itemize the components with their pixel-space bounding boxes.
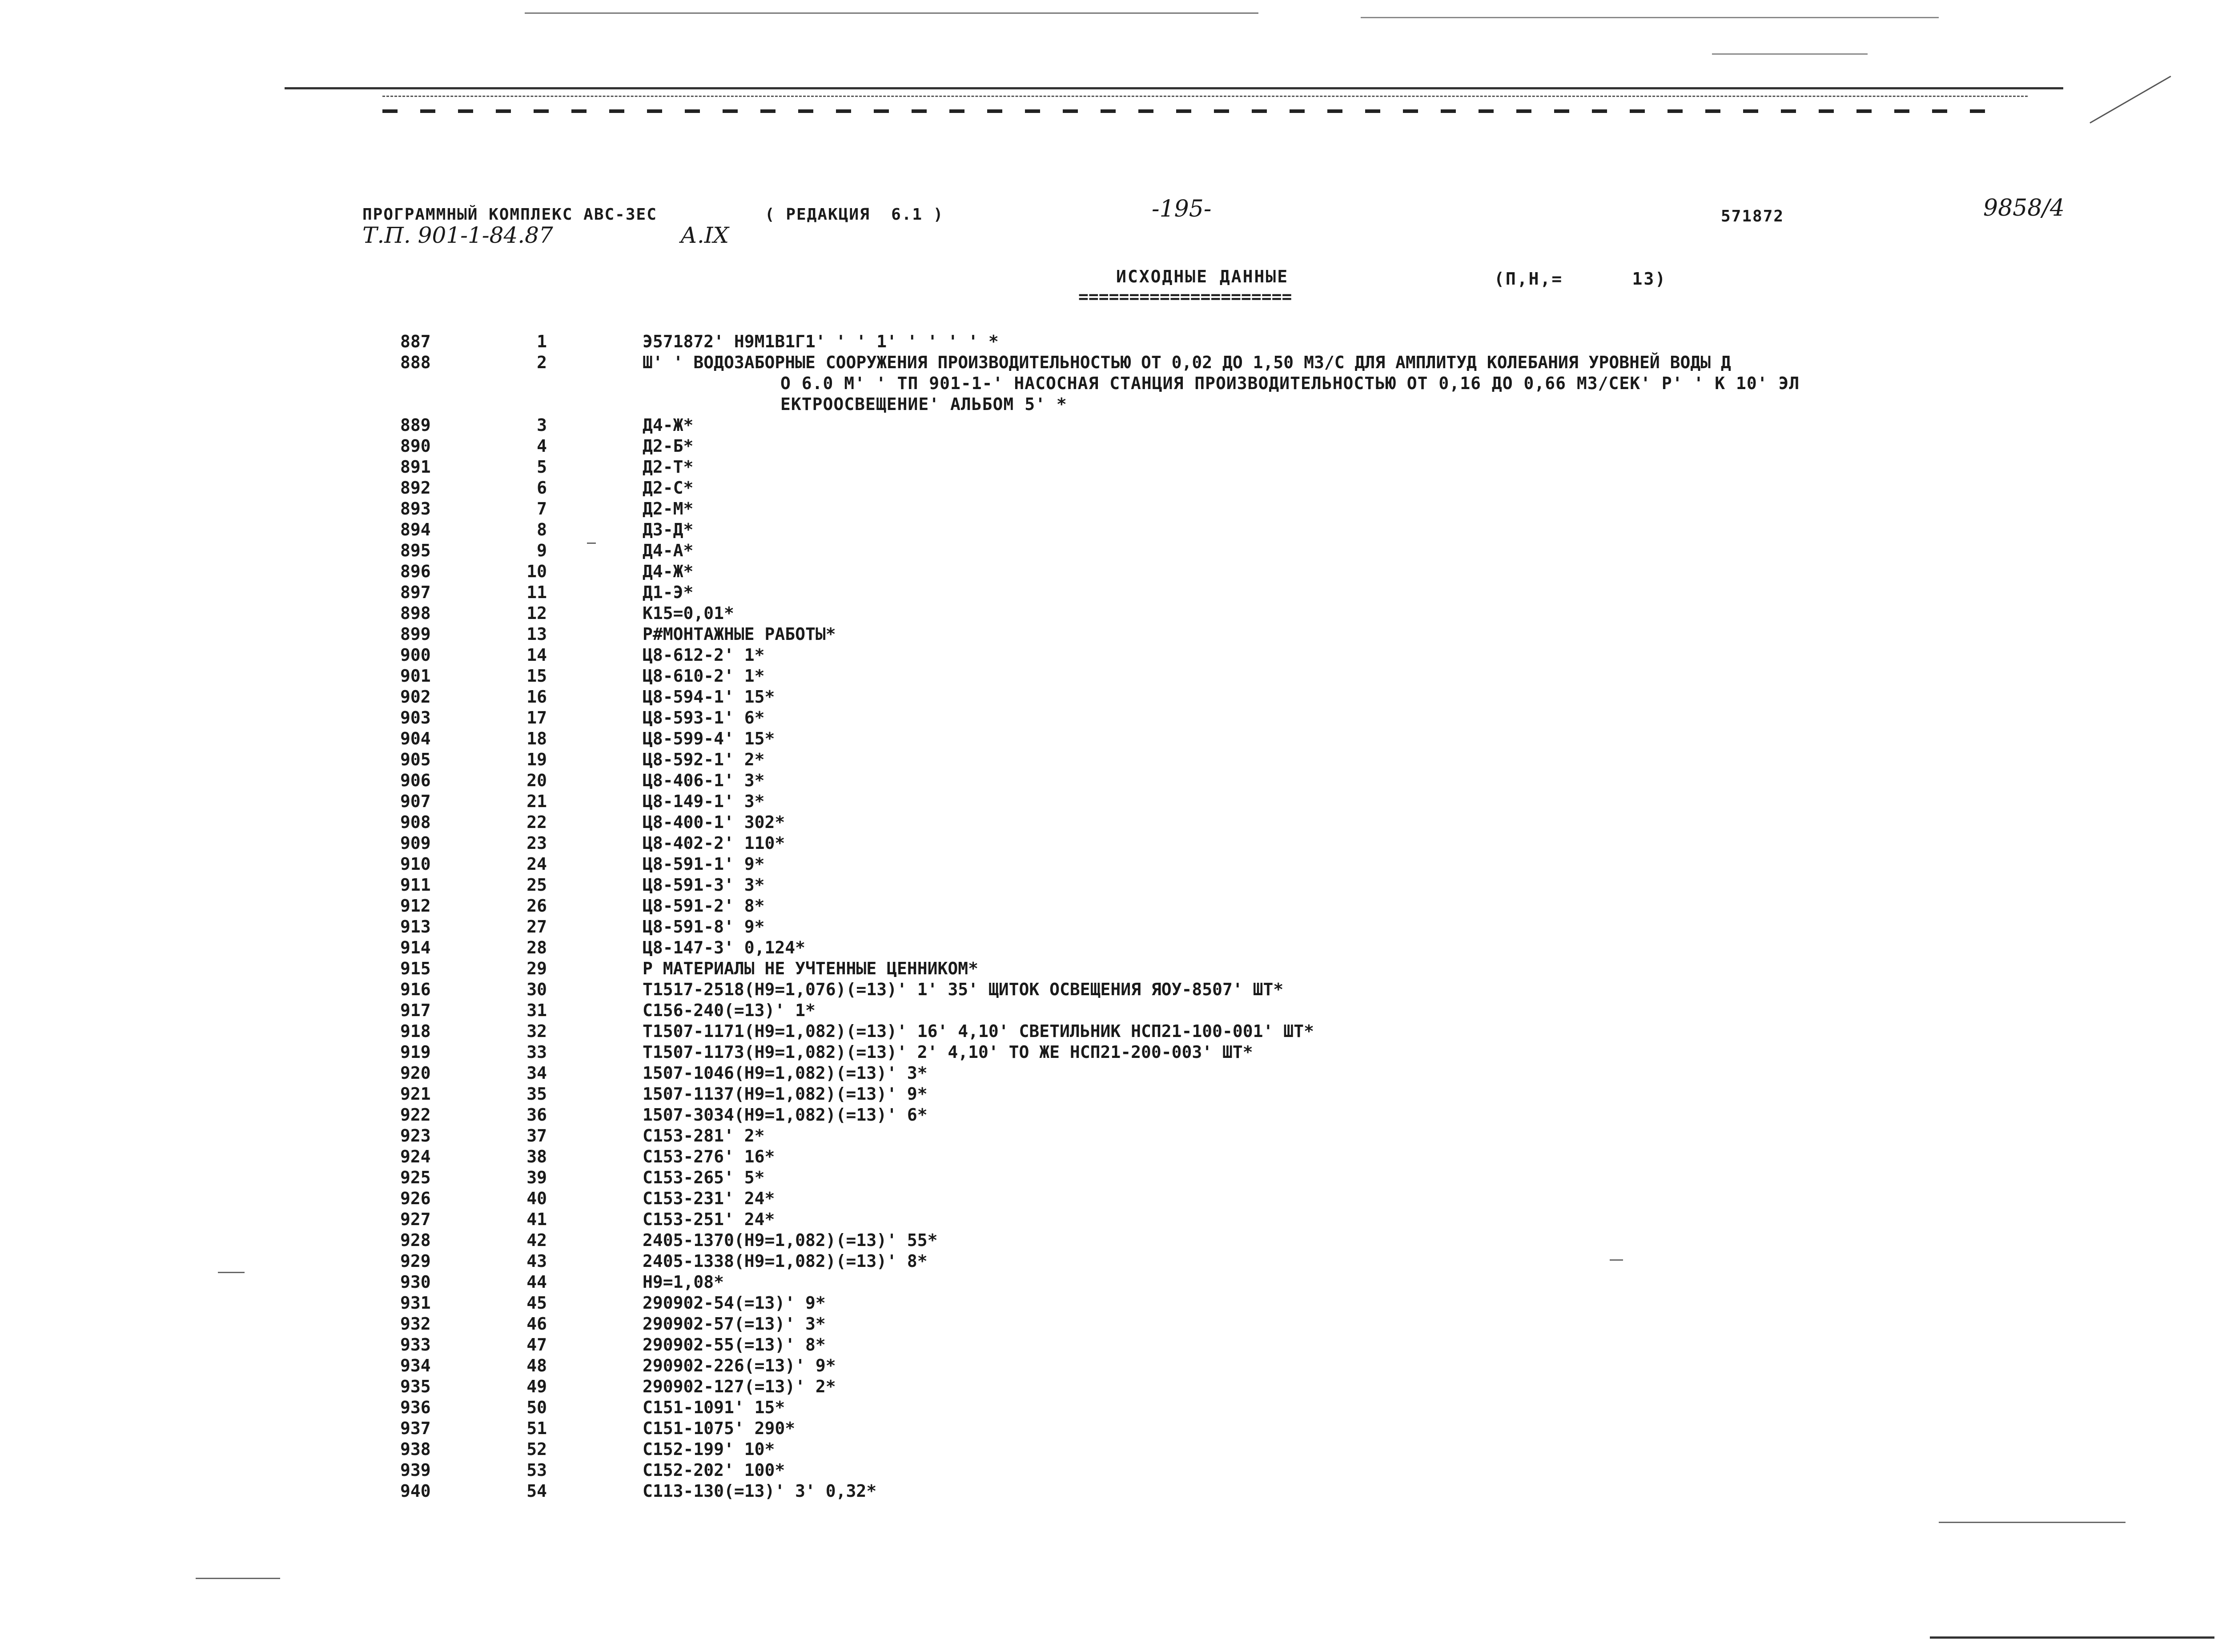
row-index: 15	[526, 666, 547, 686]
row-sequence-number: 928	[400, 1230, 431, 1250]
row-index: 25	[526, 875, 547, 895]
table-row	[0, 854, 2218, 875]
document-code: 571872	[1721, 207, 1784, 225]
row-index: 22	[526, 812, 547, 832]
row-sequence-number: 911	[400, 875, 431, 895]
table-row	[0, 1084, 2218, 1105]
row-index: 27	[526, 917, 547, 937]
row-text: Ц8-591-3' 3*	[643, 875, 765, 895]
perforation-dash	[1516, 109, 1531, 113]
row-text: Ц8-149-1' 3*	[643, 792, 765, 811]
row-sequence-number: 900	[400, 645, 431, 665]
row-text: 1507-1046(Н9=1,082)(=13)' 3*	[643, 1063, 928, 1083]
perforation-dash	[1063, 109, 1078, 113]
program-name: ПРОГРАММНЫЙ КОМПЛЕКС АВС-3ЕС	[362, 205, 657, 224]
section-title: ИСХОДНЫЕ ДАННЫЕ	[1116, 267, 1289, 286]
row-index: 8	[537, 520, 547, 539]
row-sequence-number: 936	[400, 1398, 431, 1417]
row-sequence-number: 938	[400, 1439, 431, 1459]
row-sequence-number: 931	[400, 1293, 431, 1313]
row-index: 23	[526, 833, 547, 853]
row-index: 42	[526, 1230, 547, 1250]
table-row	[0, 1167, 2218, 1188]
perforation-dash	[1819, 109, 1834, 113]
table-row	[0, 603, 2218, 624]
row-index: 32	[526, 1021, 547, 1041]
row-index: 50	[526, 1398, 547, 1417]
row-text: Ц8-594-1' 15*	[643, 687, 775, 707]
table-row	[0, 1334, 2218, 1355]
row-text: С153-231' 24*	[643, 1189, 775, 1208]
table-row	[0, 1125, 2218, 1146]
perforation-dash	[836, 109, 851, 113]
row-index: 13	[526, 624, 547, 644]
edition-label: ( РЕДАКЦИЯ 6.1 )	[765, 205, 944, 224]
table-row	[0, 666, 2218, 687]
table-row	[0, 1376, 2218, 1397]
row-index: 18	[526, 729, 547, 748]
row-sequence-number: 910	[400, 854, 431, 874]
perforation-dash	[1932, 109, 1947, 113]
table-row	[0, 1209, 2218, 1230]
row-text: К15=0,01*	[643, 603, 734, 623]
perforation-dash	[760, 109, 775, 113]
row-sequence-number: 917	[400, 1001, 431, 1020]
bottom-rule-2	[1930, 1636, 2214, 1639]
row-index: 51	[526, 1419, 547, 1438]
row-sequence-number: 933	[400, 1335, 431, 1355]
table-row	[0, 1397, 2218, 1418]
row-text: С156-240(=13)' 1*	[643, 1001, 816, 1020]
row-index: 5	[537, 457, 547, 477]
row-index: 9	[537, 541, 547, 560]
table-row	[0, 1251, 2218, 1272]
table-row	[0, 896, 2218, 916]
corner-scribble	[2089, 76, 2171, 124]
row-continuation: ЕКТРООСВЕЩЕНИЕ' АЛЬБОМ 5' *	[780, 394, 1067, 414]
row-text: Ц8-406-1' 3*	[643, 771, 765, 790]
row-sequence-number: 932	[400, 1314, 431, 1334]
table-row	[0, 875, 2218, 896]
table-row	[0, 624, 2218, 645]
row-text: Ц8-147-3' 0,124*	[643, 938, 806, 957]
row-sequence-number: 923	[400, 1126, 431, 1146]
row-text: Д2-М*	[643, 499, 694, 519]
row-sequence-number: 894	[400, 520, 431, 539]
row-index: 17	[526, 708, 547, 728]
row-index: 19	[526, 750, 547, 769]
row-text: Т1507-1171(Н9=1,082)(=13)' 16' 4,10' СВЕТИЛЬНИК НСП21-100-001' ШТ*	[643, 1021, 1314, 1041]
table-row	[0, 436, 2218, 457]
row-index: 12	[526, 603, 547, 623]
margin-tick	[218, 1272, 245, 1273]
table-row	[0, 1355, 2218, 1376]
perforation-dash	[1743, 109, 1758, 113]
row-text: 2405-1338(Н9=1,082)(=13)' 8*	[643, 1251, 928, 1271]
perforation-dash	[1138, 109, 1153, 113]
perforation-dash	[1441, 109, 1456, 113]
table-row	[0, 687, 2218, 707]
perforation-dash	[1856, 109, 1872, 113]
row-index: 31	[526, 1001, 547, 1020]
row-text: Д2-Б*	[643, 436, 694, 456]
perforation-dash	[1214, 109, 1229, 113]
row-sequence-number: 940	[400, 1481, 431, 1501]
row-text: 290902-57(=13)' 3*	[643, 1314, 826, 1334]
row-index: 37	[526, 1126, 547, 1146]
row-index: 20	[526, 771, 547, 790]
row-text: Д3-Д*	[643, 520, 694, 539]
table-row	[0, 1481, 2218, 1502]
perforation-dash	[1403, 109, 1418, 113]
margin-tick	[587, 543, 596, 544]
row-sequence-number: 909	[400, 833, 431, 853]
row-index: 2	[537, 353, 547, 372]
table-row	[0, 707, 2218, 728]
row-text: Ц8-593-1' 6*	[643, 708, 765, 728]
row-sequence-number: 915	[400, 959, 431, 978]
perforation-dash	[1252, 109, 1267, 113]
table-row	[0, 582, 2218, 603]
perforation-dash	[1101, 109, 1116, 113]
row-index: 41	[526, 1210, 547, 1229]
table-row	[0, 1439, 2218, 1460]
perforation-dash	[1668, 109, 1683, 113]
perforation-dash	[496, 109, 511, 113]
perforation-dash	[382, 109, 398, 113]
table-row	[0, 728, 2218, 749]
row-sequence-number: 914	[400, 938, 431, 957]
perforation-dash	[647, 109, 662, 113]
perforation-dash	[1176, 109, 1191, 113]
row-index: 39	[526, 1168, 547, 1187]
margin-tick	[1610, 1259, 1623, 1261]
table-row	[0, 770, 2218, 791]
table-row	[0, 1314, 2218, 1334]
top-rule-1	[525, 12, 1258, 14]
row-text: С153-251' 24*	[643, 1210, 775, 1229]
row-sequence-number: 901	[400, 666, 431, 686]
row-index: 54	[526, 1481, 547, 1501]
perforation-dash	[874, 109, 889, 113]
row-text: С153-281' 2*	[643, 1126, 765, 1146]
table-row	[0, 457, 2218, 478]
row-sequence-number: 913	[400, 917, 431, 937]
row-text: С151-1091' 15*	[643, 1398, 785, 1417]
row-index: 30	[526, 980, 547, 999]
table-row	[0, 415, 2218, 436]
perforation-dash	[571, 109, 587, 113]
row-sequence-number: 898	[400, 603, 431, 623]
perforation-dash	[609, 109, 624, 113]
row-text: Э571872' Н9М1В1Г1' ' ' 1' ' ' ' ' *	[643, 332, 999, 351]
perforation-rule-2	[382, 96, 2028, 97]
perforation-dash	[949, 109, 964, 113]
row-index: 35	[526, 1084, 547, 1104]
row-text: Р МАТЕРИАЛЫ НЕ УЧТЕННЫЕ ЦЕННИКОМ*	[643, 959, 978, 978]
table-row	[0, 833, 2218, 854]
row-index: 1	[537, 332, 547, 351]
row-sequence-number: 924	[400, 1147, 431, 1166]
table-row	[0, 1272, 2218, 1293]
table-row	[0, 1146, 2218, 1167]
table-row	[0, 1418, 2218, 1439]
row-sequence-number: 930	[400, 1272, 431, 1292]
row-sequence-number: 907	[400, 792, 431, 811]
table-row	[0, 352, 2218, 373]
row-index: 29	[526, 959, 547, 978]
row-sequence-number: 902	[400, 687, 431, 707]
row-sequence-number: 906	[400, 771, 431, 790]
row-sequence-number: 905	[400, 750, 431, 769]
row-sequence-number: 929	[400, 1251, 431, 1271]
row-index: 36	[526, 1105, 547, 1125]
table-row	[0, 1293, 2218, 1314]
perforation-dash	[1554, 109, 1569, 113]
row-index: 44	[526, 1272, 547, 1292]
row-text: 290902-127(=13)' 2*	[643, 1377, 836, 1396]
top-rule-2	[1361, 17, 1939, 18]
row-sequence-number: 935	[400, 1377, 431, 1396]
perforation-dash	[1781, 109, 1796, 113]
table-row	[0, 1042, 2218, 1063]
row-sequence-number: 925	[400, 1168, 431, 1187]
row-text: 1507-1137(Н9=1,082)(=13)' 9*	[643, 1084, 928, 1104]
row-index: 53	[526, 1460, 547, 1480]
perforation-dash	[685, 109, 700, 113]
handwritten-doc-number: Т.П. 901-1-84.87	[362, 222, 553, 248]
row-sequence-number: 896	[400, 562, 431, 581]
section-underline: =====================	[1078, 287, 1292, 306]
row-text: С152-202' 100*	[643, 1460, 785, 1480]
row-text: Ц8-591-1' 9*	[643, 854, 765, 874]
row-text: Т1517-2518(Н9=1,076)(=13)' 1' 35' ЩИТОК ОСВЕЩЕНИЯ ЯОУ-8507' ШТ*	[643, 980, 1284, 999]
row-sequence-number: 895	[400, 541, 431, 560]
row-text: Ц8-402-2' 110*	[643, 833, 785, 853]
perforation-dash	[458, 109, 473, 113]
row-sequence-number: 927	[400, 1210, 431, 1229]
row-sequence-number: 903	[400, 708, 431, 728]
row-sequence-number: 892	[400, 478, 431, 498]
row-text: Ц8-610-2' 1*	[643, 666, 765, 686]
row-text: 290902-226(=13)' 9*	[643, 1356, 836, 1375]
bottom-rule-1	[1939, 1522, 2126, 1523]
table-row	[0, 937, 2218, 958]
row-index: 33	[526, 1042, 547, 1062]
table-row	[0, 498, 2218, 519]
row-text: Ц8-592-1' 2*	[643, 750, 765, 769]
row-text: 2405-1370(Н9=1,082)(=13)' 55*	[643, 1230, 938, 1250]
row-index: 21	[526, 792, 547, 811]
row-index: 49	[526, 1377, 547, 1396]
table-row	[0, 749, 2218, 770]
table-row	[0, 1230, 2218, 1251]
row-sequence-number: 888	[400, 353, 431, 372]
perforation-dash	[1025, 109, 1040, 113]
row-index: 24	[526, 854, 547, 874]
row-text: Д2-Т*	[643, 457, 694, 477]
row-sequence-number: 893	[400, 499, 431, 519]
row-index: 3	[537, 415, 547, 435]
row-text: Д4-Ж*	[643, 415, 694, 435]
table-row	[0, 1000, 2218, 1021]
row-index: 52	[526, 1439, 547, 1459]
row-text: Ц8-400-1' 302*	[643, 812, 785, 832]
table-row	[0, 478, 2218, 498]
row-sequence-number: 919	[400, 1042, 431, 1062]
handwritten-sheet-number: 9858/4	[1983, 195, 2065, 221]
bottom-left-rule	[196, 1578, 280, 1579]
row-sequence-number: 926	[400, 1189, 431, 1208]
perforation-rule	[285, 87, 2063, 89]
row-index: 6	[537, 478, 547, 498]
table-row	[0, 540, 2218, 561]
row-sequence-number: 908	[400, 812, 431, 832]
row-text: С152-199' 10*	[643, 1439, 775, 1459]
row-text: Ц8-591-2' 8*	[643, 896, 765, 916]
row-text: Р#МОНТАЖНЫЕ РАБОТЫ*	[643, 624, 836, 644]
row-text: 1507-3034(Н9=1,082)(=13)' 6*	[643, 1105, 928, 1125]
perforation-dash	[723, 109, 738, 113]
row-sequence-number: 890	[400, 436, 431, 456]
perforation-dash	[912, 109, 927, 113]
table-row	[0, 645, 2218, 666]
row-text: Д2-С*	[643, 478, 694, 498]
perforation-dash	[1705, 109, 1720, 113]
table-row	[0, 1460, 2218, 1481]
row-sequence-number: 897	[400, 583, 431, 602]
row-index: 7	[537, 499, 547, 519]
table-row	[0, 916, 2218, 937]
page-number: -195-	[1152, 196, 1212, 222]
perforation-dash	[1970, 109, 1985, 113]
row-sequence-number: 918	[400, 1021, 431, 1041]
row-index: 10	[526, 562, 547, 581]
row-text: С153-276' 16*	[643, 1147, 775, 1166]
row-index: 14	[526, 645, 547, 665]
table-row	[0, 1063, 2218, 1084]
table-row	[0, 791, 2218, 812]
row-sequence-number: 922	[400, 1105, 431, 1125]
table-row	[0, 1021, 2218, 1042]
row-index: 38	[526, 1147, 547, 1166]
row-sequence-number: 899	[400, 624, 431, 644]
row-index: 11	[526, 583, 547, 602]
perforation-dash	[420, 109, 435, 113]
row-index: 48	[526, 1356, 547, 1375]
row-sequence-number: 891	[400, 457, 431, 477]
row-index: 26	[526, 896, 547, 916]
row-text: Ц8-612-2' 1*	[643, 645, 765, 665]
row-sequence-number: 937	[400, 1419, 431, 1438]
row-index: 34	[526, 1063, 547, 1083]
perforation-dash	[1327, 109, 1342, 113]
row-index: 40	[526, 1189, 547, 1208]
table-row	[0, 1105, 2218, 1125]
row-continuation: О 6.0 М' ' ТП 901-1-' НАСОСНАЯ СТАНЦИЯ ПРОИЗВОДИТЕЛЬНОСТЬЮ ОТ 0,16 ДО 0,66 М3/СЕК' Р' ' К 10' ЭЛ	[780, 374, 1800, 393]
table-row	[0, 958, 2218, 979]
row-sequence-number: 887	[400, 332, 431, 351]
row-sequence-number: 934	[400, 1356, 431, 1375]
row-index: 16	[526, 687, 547, 707]
table-row	[0, 812, 2218, 833]
row-text: Д1-Э*	[643, 583, 694, 602]
row-text: С151-1075' 290*	[643, 1419, 796, 1438]
row-index: 45	[526, 1293, 547, 1313]
row-text: Ц8-599-4' 15*	[643, 729, 775, 748]
row-text: С113-130(=13)' 3' 0,32*	[643, 1481, 877, 1501]
row-sequence-number: 920	[400, 1063, 431, 1083]
table-row	[0, 331, 2218, 352]
row-text: Ц8-591-8' 9*	[643, 917, 765, 937]
perforation-dash	[1630, 109, 1645, 113]
top-rule-3	[1712, 53, 1868, 55]
row-index: 43	[526, 1251, 547, 1271]
table-row	[0, 519, 2218, 540]
row-sequence-number: 939	[400, 1460, 431, 1480]
row-text: Ш' ' ВОДОЗАБОРНЫЕ СООРУЖЕНИЯ ПРОИЗВОДИТЕЛЬНОСТЬЮ ОТ 0,02 ДО 1,50 М3/С ДЛЯ АМПЛИТУД КОЛЕБАНИЯ УРОВНЕЙ ВОДЫ Д	[643, 353, 1731, 372]
perforation-dash	[798, 109, 813, 113]
row-sequence-number: 921	[400, 1084, 431, 1104]
row-text: С153-265' 5*	[643, 1168, 765, 1187]
row-index: 4	[537, 436, 547, 456]
row-index: 46	[526, 1314, 547, 1334]
table-row	[0, 1188, 2218, 1209]
handwritten-album: А.IX	[680, 222, 729, 248]
row-index: 28	[526, 938, 547, 957]
row-sequence-number: 916	[400, 980, 431, 999]
perforation-dash	[1290, 109, 1305, 113]
row-sequence-number: 904	[400, 729, 431, 748]
row-text: Д4-Ж*	[643, 562, 694, 581]
perforation-dash	[534, 109, 549, 113]
row-text: Н9=1,08*	[643, 1272, 724, 1292]
perforation-dash	[1479, 109, 1494, 113]
section-parameter: (П,Н,= 13)	[1494, 269, 1667, 289]
row-text: Д4-А*	[643, 541, 694, 560]
perforation-dash	[987, 109, 1002, 113]
perforation-dash	[1894, 109, 1909, 113]
row-text: Т1507-1173(Н9=1,082)(=13)' 2' 4,10' ТО ЖЕ НСП21-200-003' ШТ*	[643, 1042, 1253, 1062]
table-row	[0, 561, 2218, 582]
row-index: 47	[526, 1335, 547, 1355]
row-text: 290902-54(=13)' 9*	[643, 1293, 826, 1313]
row-sequence-number: 912	[400, 896, 431, 916]
table-row	[0, 979, 2218, 1000]
perforation-dash	[1365, 109, 1380, 113]
row-sequence-number: 889	[400, 415, 431, 435]
row-text: 290902-55(=13)' 8*	[643, 1335, 826, 1355]
perforation-dash	[1592, 109, 1607, 113]
